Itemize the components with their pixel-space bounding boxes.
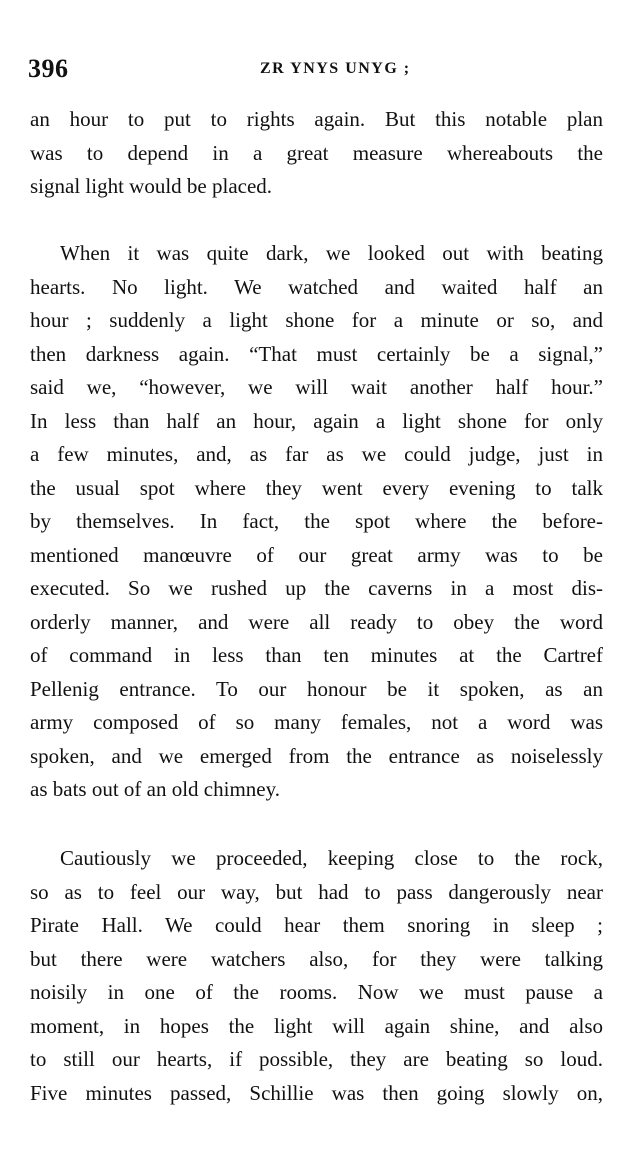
text-line: an hour to put to rights again. But this notable plan xyxy=(30,107,603,131)
text-line: signal light would be placed. xyxy=(30,174,273,198)
text-line: In less than half an hour, again a light shone for only xyxy=(30,408,603,433)
page-number: 396 xyxy=(28,54,69,83)
text-line: the usual spot where they went every evening to talk xyxy=(30,475,603,500)
text-line: to still our hearts, if possible, they are beating so loud. xyxy=(30,1047,603,1071)
text-line: as bats out of an old chimney. xyxy=(30,777,281,801)
text-line: by themselves. In fact, the spot where the before- xyxy=(30,509,603,533)
running-title: ZR YNYS UNYG ; xyxy=(260,60,411,77)
text-line: hour ; suddenly a light shone for a minute or so, and xyxy=(30,308,603,332)
text-line: but there were watchers also, for they were talking xyxy=(30,946,603,971)
text-line: said we, “however, we will wait another half hour.” xyxy=(30,375,603,399)
text-line: then darkness again. “That must certainly be a signal,” xyxy=(30,341,603,366)
text-line: hearts. No light. We watched and waited half an xyxy=(30,274,603,299)
text-line: executed. So we rushed up the caverns in a most dis- xyxy=(30,576,603,600)
text-line: spoken, and we emerged from the entrance as noiselessly xyxy=(30,743,603,768)
text-line: Five minutes passed, Schillie was then going slowly on, xyxy=(30,1080,603,1105)
text-line: army composed of so many females, not a word was xyxy=(30,710,603,734)
text-line: of command in less than ten minutes at the Cartref xyxy=(30,643,603,667)
running-head xyxy=(28,54,603,84)
paragraph-2 xyxy=(30,237,603,807)
text-line: a few minutes, and, as far as we could judge, just in xyxy=(30,442,603,466)
text-line: Cautiously we proceeded, keeping close to the rock, xyxy=(60,846,603,870)
text-line: so as to feel our way, but had to pass dangerously near xyxy=(30,879,603,904)
text-line: was to depend in a great measure whereabouts the xyxy=(30,140,603,165)
paragraph-1 xyxy=(30,103,603,204)
paragraph-3 xyxy=(30,842,603,1110)
text-line: Pirate Hall. We could hear them snoring in sleep ; xyxy=(30,913,603,937)
text-line: When it was quite dark, we looked out with beating xyxy=(60,241,603,265)
text-line: Pellenig entrance. To our honour be it spoken, as an xyxy=(30,676,603,701)
text-line: mentioned manœuvre of our great army was to be xyxy=(30,542,603,567)
text-line: orderly manner, and were all ready to obey the word xyxy=(30,609,603,634)
text-line: moment, in hopes the light will again shine, and also xyxy=(30,1013,603,1038)
text-line: noisily in one of the rooms. Now we must pause a xyxy=(30,980,603,1004)
